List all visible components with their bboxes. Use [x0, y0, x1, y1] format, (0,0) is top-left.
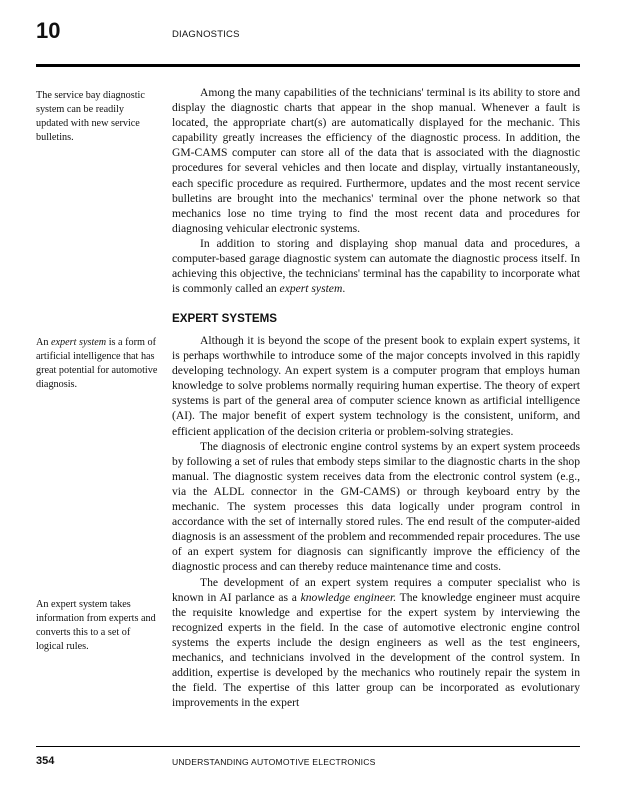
- header-rule: [36, 64, 580, 67]
- body-term: expert system: [279, 282, 343, 296]
- body-text: In addition to storing and displaying shop manual data and procedures, a computer-based garage diagnostic system can automate the diagnostic process itself. In achieving this objective, the technicians' terminal has the capability to incorporate what is commonly called an: [172, 236, 580, 296]
- body-text: .: [342, 282, 346, 296]
- body-paragraph: [172, 575, 580, 711]
- body-paragraph: [172, 236, 580, 296]
- margin-note-expert-rules: An expert system takes information from experts and converts this to a set of logical rules.: [36, 599, 156, 652]
- running-foot: UNDERSTANDING AUTOMOTIVE ELECTRONICS: [172, 757, 376, 767]
- page-number: 354: [36, 755, 55, 767]
- margin-note-expert-system-definition: [36, 336, 158, 392]
- body-section-intro: [172, 85, 580, 296]
- body-paragraph: Among the many capabilities of the technicians' terminal is its ability to store and display the diagnostic charts that appear in the shop manual. Whenever a fault is located, the appropriate chart(s) are automatically displayed for the mechanic. This capability greatly increases the efficiency of the diagnostic process. In addition, the GM-CAMS computer can store all of the data that is associated with the diagnostic procedures for several vehicles and then locate and display, virtually instantaneously, each specific procedure as required. Furthermore, updates and the most recent service bulletins are brought into the mechanics' terminal over the phone network so that mechanics lose no time trying to find the most recent data and procedures for diagnosing vehicular electronic systems.: [172, 86, 580, 235]
- margin-note-text: An: [36, 337, 51, 348]
- footer-rule: [36, 746, 580, 747]
- chapter-number: 10: [36, 18, 61, 43]
- body-term: knowledge engineer.: [300, 590, 397, 604]
- margin-note-text: is a form of artificial intelligence that has great potential for automotive diagnosis.: [36, 337, 158, 390]
- body-section-expert-systems: [172, 333, 580, 710]
- running-head: DIAGNOSTICS: [172, 29, 240, 40]
- margin-note-service-bay: The service bay diagnostic system can be readily updated with new service bulletins.: [36, 90, 145, 143]
- body-text: The knowledge engineer must acquire the requisite knowledge and expertise for the expert system by interviewing the recognized experts in the field. In the case of automotive electronic engine control systems the experts include the design engineers as well as the test engineers, mechanics, and technicians involved in the development of the control system. In addition, expertise is developed by the mechanics who routinely repair the system in the field. The expertise of this latter group can be incorporated as evolutionary improvements in the expert: [172, 590, 580, 710]
- body-paragraph: Although it is beyond the scope of the present book to explain expert systems, it is perhaps worthwhile to introduce some of the major concepts involved in this rapidly developing technology. An expert system is a computer program that employs human knowledge to solve problems normally requiring human expertise. The theory of expert systems is part of the general area of computer science known as artificial intelligence (AI). The major benefit of expert system technology is the consistent, uniform, and efficient application of the decision criteria or problem-solving strategies.: [172, 334, 580, 438]
- body-paragraph: The diagnosis of electronic engine control systems by an expert system proceeds by following a set of rules that embody steps similar to the diagnostic charts in the shop manual. The diagnostic system receives data from the electronic control system (e.g., via the ALDL connector in the GM-CAMS) or through keyboard entry by the mechanic. The system processes this data logically under program control in accordance with the set of internally stored rules. The end result of the computer-aided diagnosis is an assessment of the problem and recommended repair procedures. The use of an expert system for diagnosis can significantly improve the efficiency of the diagnostic process and can thereby reduce maintenance time and costs.: [172, 439, 580, 574]
- body-text: The development of an expert system requires a computer specialist who is known in AI parlance as a: [172, 575, 580, 604]
- margin-note-term: expert system: [51, 337, 107, 348]
- section-heading: EXPERT SYSTEMS: [172, 312, 278, 325]
